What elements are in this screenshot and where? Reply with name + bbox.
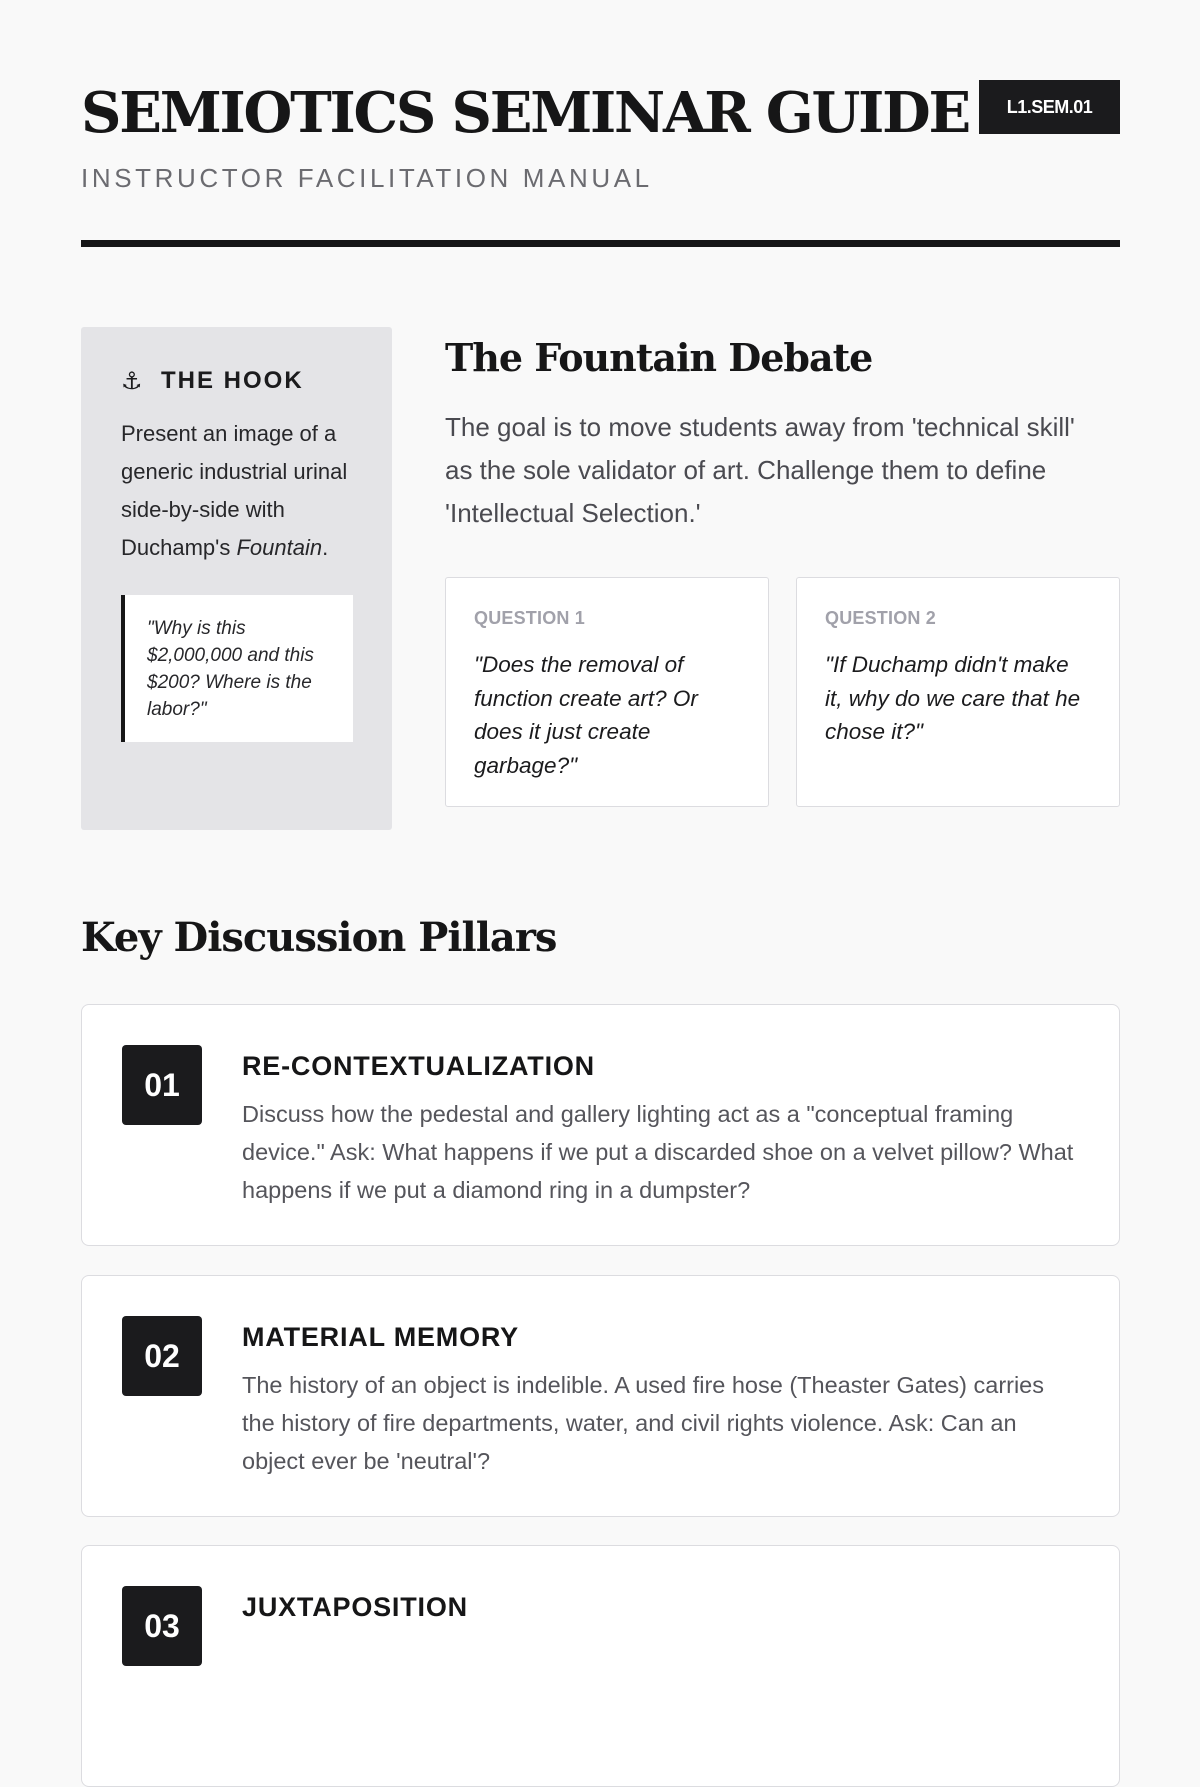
header-divider bbox=[81, 240, 1120, 247]
question-card-1 bbox=[445, 577, 769, 807]
pillars-title: Key Discussion Pillars bbox=[81, 914, 557, 961]
page-title: SEMIOTICS SEMINAR GUIDE bbox=[81, 80, 969, 146]
pillar-card bbox=[81, 1004, 1120, 1246]
hook-quote: "Why is this $2,000,000 and this $200? Where is the labor?" bbox=[121, 595, 353, 742]
pillar-heading: RE-CONTEXTUALIZATION bbox=[242, 1051, 595, 1081]
page-subtitle: INSTRUCTOR FACILITATION MANUAL bbox=[81, 163, 653, 193]
question-label: QUESTION 1 bbox=[474, 608, 586, 628]
question-cards bbox=[445, 577, 1120, 807]
fountain-debate-section bbox=[445, 327, 1120, 778]
question-label: QUESTION 2 bbox=[825, 608, 937, 628]
course-code-badge: L1.SEM.01 bbox=[979, 80, 1120, 134]
question-text: "Does the removal of function create art? Or does it just create garbage?" bbox=[474, 652, 698, 778]
question-text: "If Duchamp didn't make it, why do we care that he chose it?" bbox=[825, 652, 1081, 744]
pillar-heading: JUXTAPOSITION bbox=[242, 1592, 468, 1622]
question-card-2 bbox=[796, 577, 1120, 807]
hook-description-end: . bbox=[322, 535, 329, 560]
hook-card bbox=[81, 327, 392, 830]
pillar-number: 01 bbox=[122, 1045, 202, 1125]
pillar-text: The history of an object is indelible. A used fire hose (Theaster Gates) carries the history of fire departments, water, and civil rights violence. Ask: Can an object ever be 'neutral'? bbox=[242, 1372, 1045, 1474]
hook-header bbox=[121, 367, 352, 395]
pillar-card bbox=[81, 1275, 1120, 1517]
section-description: The goal is to move students away from 'technical skill' as the sole validator of art. Challenge them to define 'Intellectual Selection.' bbox=[445, 412, 1075, 528]
page-header bbox=[81, 0, 1120, 247]
pillar-number: 03 bbox=[122, 1586, 202, 1666]
hook-description bbox=[121, 415, 361, 567]
artwork-title: Fountain bbox=[236, 535, 323, 560]
pillar-number: 02 bbox=[122, 1316, 202, 1396]
hook-description-text: Present an image of a generic industrial urinal side-by-side with Duchamp's bbox=[121, 421, 348, 560]
pillar-heading: MATERIAL MEMORY bbox=[242, 1322, 519, 1352]
pillar-text: Discuss how the pedestal and gallery lighting act as a "conceptual framing device." Ask: What happens if we put a discarded shoe on a velvet pillow? What happens if we put a diamond ring in a dumpster? bbox=[242, 1101, 1074, 1203]
anchor-icon: ⚓ bbox=[121, 367, 143, 395]
pillar-card bbox=[81, 1545, 1120, 1787]
seminar-guide-page bbox=[81, 0, 1120, 1644]
section-title: The Fountain Debate bbox=[445, 335, 873, 380]
hook-title: THE HOOK bbox=[161, 367, 304, 394]
